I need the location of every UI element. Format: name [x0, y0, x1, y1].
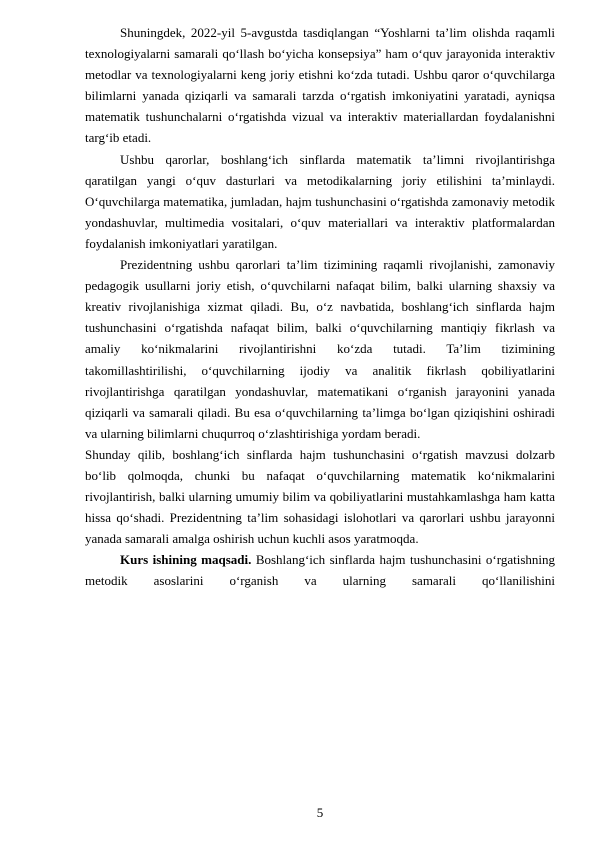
paragraph-concept: Shuningdek, 2022-yil 5-avgustda tasdiqlangan “Yoshlarni ta’lim olishda raqamli texnologiyalarni samarali qo‘llash bo‘yicha konsepsiya” ham o‘quv jarayonida interaktiv metodlar va texnologiyalarni keng joriy etishni ko‘zda tutadi. Ushbu qaror o‘quvchilarga bilimlarni yanada qiziqarli va samarali tarzda o‘rgatish imkoniyatini yaratadi, ayniqsa matematik tushunchalarni o‘rgatishda vizual va interaktiv materiallardan foydalanishni targ‘ib etadi.	[85, 25, 555, 146]
page-number: 5	[316, 805, 324, 820]
paragraph-president-decisions: Prezidentning ushbu qarorlari ta’lim tizimining raqamli rivojlanishi, zamonaviy pedagogik usullarni joriy etish, o‘quvchilarni nafaqat bilim, balki ularning shaxsiy va kreativ rivojlanishiga xizmat qiladi. Bu, o‘z navbatida, boshlang‘ich sinflarda hajm tushunchasini o‘rgatishda nafaqat bilim, balki o‘quvchilarning mantiqiy fikrlash va amaliy ko‘nikmalarini rivojlantirishni ko‘zda tutadi. Ta’lim tizimining takomillashtirilishi, o‘quvchilarning ijodiy va analitik fikrlash qobiliyatlarini rivojlantirishga qaratilgan yondashuvlar, matematikani o‘rganish jarayonini yanada qiziqarli va samarali qiladi. Bu esa o‘quvchilarning ta’limga bo‘lgan qiziqishini oshiradi va ularning bilimlarni chuqurroq o‘zlashtirishiga yordam beradi.	[85, 257, 555, 441]
paragraph-decisions: Ushbu qarorlar, boshlang‘ich sinflarda matematik ta’limni rivojlantirishga qaratilgan yangi o‘quv dasturlari va metodikalarning joriy etilishini ta’minlaydi. O‘quvchilarga matematika, jumladan, hajm tushunchasini o‘rgatishda zamonaviy metodik yondashuvlar, multimedia vositalari, o‘quv materiallari va interaktiv platformalardan foydalanish imkoniyatlari yaratilgan.	[85, 151, 555, 251]
course-aim-label: Kurs ishining maqsadi.	[120, 552, 252, 568]
paragraph-course-aim	[85, 549, 555, 591]
document-page	[85, 22, 555, 592]
paragraph-conclusion: Shunday qilib, boshlang‘ich sinflarda hajm tushunchasini o‘rgatish mavzusi dolzarb bo‘lib qolmoqda, chunki bu nafaqat o‘quvchilarning matematik ko‘nikmalarini rivojlantirish, balki ularning umumiy bilim va qobiliyatlarini mustahkamlashga ham katta hissa qo‘shadi. Prezidentning ta’lim sohasidagi islohotlari va qarorlari ushbu jarayonni yanada samarali amalga oshirish uchun kuchli asos yaratmoqda.	[85, 446, 555, 547]
course-aim-text: Boshlang‘ich sinflarda hajm tushunchasini o‘rgatishning metodik asoslarini o‘rganish va ularning samarali qo‘llanilishini	[85, 552, 556, 589]
